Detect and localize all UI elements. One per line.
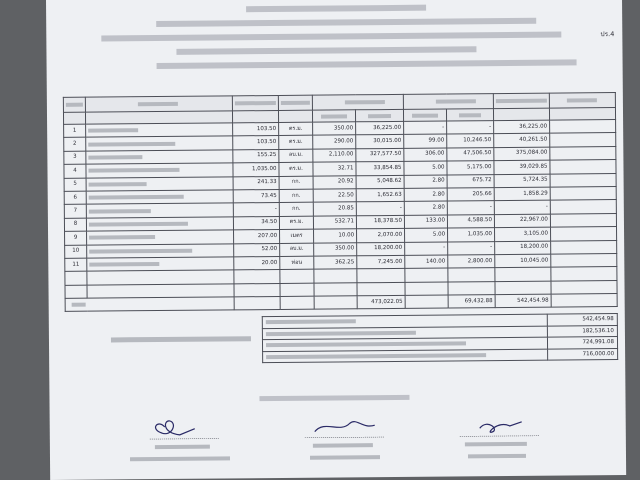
material-unit-price: 362.25	[314, 256, 357, 270]
material-unit-price: 2,110.00	[313, 149, 356, 163]
item-quantity: 52.00	[234, 243, 280, 257]
item-unit: เมตร	[280, 229, 314, 243]
item-quantity: 1,035.00	[233, 163, 279, 177]
item-unit: ตร.ม.	[279, 136, 313, 150]
item-quantity: 241.33	[233, 176, 279, 190]
material-unit-price: 22.50	[313, 189, 356, 203]
item-remark	[550, 160, 616, 174]
column-header	[493, 93, 549, 108]
summary-value: 182,536.10	[547, 325, 617, 337]
grand-total: 542,454.98	[495, 294, 551, 308]
header-line-1	[246, 5, 426, 13]
item-description	[86, 163, 233, 178]
column-subheader	[403, 109, 446, 121]
labor-cost: 10,246.50	[447, 134, 494, 148]
item-description	[86, 150, 233, 165]
item-description	[86, 190, 233, 205]
signature-3	[440, 412, 560, 463]
material-cost: 327,577.50	[356, 148, 404, 162]
item-number: 4	[64, 164, 86, 178]
item-description	[87, 257, 234, 272]
labor-unit-price: 2.80	[404, 201, 447, 215]
item-unit: ลบ.ม.	[279, 149, 313, 163]
material-cost: 33,854.85	[356, 162, 404, 176]
material-unit-price: 350.00	[314, 242, 357, 256]
item-total: 10,045.00	[495, 254, 551, 268]
column-header	[85, 96, 232, 112]
item-number: 2	[64, 138, 86, 152]
summary-value: 542,454.98	[547, 314, 617, 326]
material-cost: 18,200.00	[357, 242, 405, 256]
item-description	[87, 243, 234, 258]
signature-scribble	[440, 412, 560, 463]
item-number: 11	[65, 258, 87, 272]
labor-cost: 205.66	[447, 188, 494, 202]
header-line-4	[176, 46, 476, 55]
item-total: 40,261.50	[494, 134, 550, 148]
item-remark	[550, 133, 616, 147]
item-remark	[551, 227, 617, 241]
item-total: 39,029.85	[494, 160, 550, 174]
total-material: 473,022.05	[357, 295, 405, 309]
item-number: 7	[64, 204, 86, 218]
signature-section	[49, 393, 626, 478]
material-unit-price: 20.85	[313, 202, 356, 216]
item-description	[86, 217, 233, 232]
material-unit-price: 532.71	[313, 216, 356, 230]
item-remark	[550, 186, 616, 200]
item-unit: ลบ.ม.	[280, 243, 314, 257]
item-unit: กก.	[279, 203, 313, 217]
material-cost: 30,015.00	[356, 135, 404, 149]
item-quantity: 155.25	[233, 149, 279, 163]
total-labor: 69,432.88	[448, 295, 495, 309]
header-line-5	[157, 59, 577, 69]
item-quantity: 73.45	[233, 189, 279, 203]
item-remark	[550, 213, 616, 227]
item-total: 3,105.00	[495, 227, 551, 241]
material-unit-price: 20.92	[313, 175, 356, 189]
column-header	[232, 95, 278, 110]
material-unit-price: 290.00	[313, 135, 356, 149]
labor-unit-price: 2.80	[404, 188, 447, 202]
column-header	[312, 94, 403, 110]
item-quantity: 34.50	[233, 216, 279, 230]
labor-cost: -	[448, 241, 495, 255]
item-quantity: 20.00	[234, 256, 280, 270]
signature-scribble	[285, 413, 405, 464]
labor-unit-price: -	[404, 121, 447, 135]
labor-unit-price: 133.00	[404, 215, 447, 229]
item-remark	[551, 253, 617, 267]
item-number: 9	[65, 231, 87, 245]
item-remark	[550, 200, 616, 214]
item-unit: ท่อน	[280, 256, 314, 270]
labor-cost: 1,035.00	[448, 228, 495, 242]
item-description	[86, 203, 233, 218]
labor-unit-price: 5.00	[404, 161, 447, 175]
signature-2	[285, 413, 405, 464]
column-header	[403, 94, 493, 110]
item-unit: ตร.ม.	[279, 162, 313, 176]
bill-of-quantities-table	[63, 92, 618, 312]
column-subheader	[446, 109, 493, 121]
item-number: 3	[64, 151, 86, 165]
labor-unit-price: 140.00	[405, 255, 448, 269]
item-quantity: -	[233, 203, 279, 217]
item-unit: ตร.ม.	[279, 122, 313, 136]
item-description	[86, 176, 233, 191]
item-unit: ตร.ม.	[279, 216, 313, 230]
labor-cost: 5,175.00	[447, 161, 494, 175]
item-description	[87, 230, 234, 245]
item-number: 10	[65, 245, 87, 259]
signature-1	[120, 414, 240, 465]
material-unit-price: 10.00	[314, 229, 357, 243]
item-remark	[551, 240, 617, 254]
column-subheader	[312, 110, 355, 122]
item-total: -	[494, 200, 550, 214]
labor-cost: 47,506.50	[447, 147, 494, 161]
item-total: 1,858.29	[494, 187, 550, 201]
labor-cost: -	[447, 201, 494, 215]
labor-unit-price: 5.00	[405, 228, 448, 242]
summary-table	[262, 313, 618, 363]
material-cost: 36,225.00	[356, 121, 404, 135]
material-unit-price: 350.00	[313, 122, 356, 136]
item-remark	[550, 146, 616, 160]
item-number: 8	[64, 218, 86, 232]
column-header	[278, 95, 312, 110]
item-description	[86, 136, 233, 151]
item-quantity: 103.50	[233, 136, 279, 150]
item-number: 6	[64, 191, 86, 205]
column-subheader	[355, 109, 403, 121]
material-cost: -	[356, 202, 404, 216]
material-cost: 1,652.63	[356, 188, 404, 202]
item-remark	[550, 120, 616, 134]
material-cost: 7,245.00	[357, 255, 405, 269]
labor-cost: 2,800.00	[448, 255, 495, 269]
column-header	[63, 97, 85, 112]
labor-cost: 4,588.50	[447, 214, 494, 228]
header-line-2	[156, 18, 536, 27]
material-cost: 2,070.00	[357, 229, 405, 243]
material-unit-price: 32.71	[313, 162, 356, 176]
column-header	[549, 93, 615, 109]
summary-value: 716,000.00	[548, 348, 618, 360]
item-total: 375,084.00	[494, 147, 550, 161]
committee-title	[259, 395, 409, 401]
item-total: 36,225.00	[494, 120, 550, 134]
item-quantity: 207.00	[234, 230, 280, 244]
item-quantity: 103.50	[233, 122, 279, 136]
labor-unit-price: 99.00	[404, 134, 447, 148]
summary-value: 724,991.08	[547, 337, 617, 349]
labor-cost: -	[447, 121, 494, 135]
item-total: 22,967.00	[494, 214, 550, 228]
item-unit: กก.	[279, 176, 313, 190]
item-description	[86, 123, 233, 138]
summary-side-label	[111, 336, 251, 342]
labor-unit-price: 306.00	[404, 148, 447, 162]
labor-cost: 675.72	[447, 174, 494, 188]
material-cost: 5,048.62	[356, 175, 404, 189]
estimate-form-sheet	[46, 0, 626, 480]
labor-unit-price: 2.80	[404, 175, 447, 189]
summary-row	[263, 348, 618, 363]
item-number: 5	[64, 178, 86, 192]
item-remark	[550, 173, 616, 187]
item-total: 18,200.00	[495, 241, 551, 255]
header-line-3	[101, 32, 561, 42]
total-label	[65, 297, 234, 312]
item-total: 5,724.35	[494, 174, 550, 188]
signature-scribble	[120, 414, 240, 465]
item-number: 1	[64, 124, 86, 138]
labor-unit-price: -	[405, 242, 448, 256]
material-cost: 18,378.50	[356, 215, 404, 229]
form-code: ปร.4	[600, 30, 615, 39]
item-unit: กก.	[279, 189, 313, 203]
